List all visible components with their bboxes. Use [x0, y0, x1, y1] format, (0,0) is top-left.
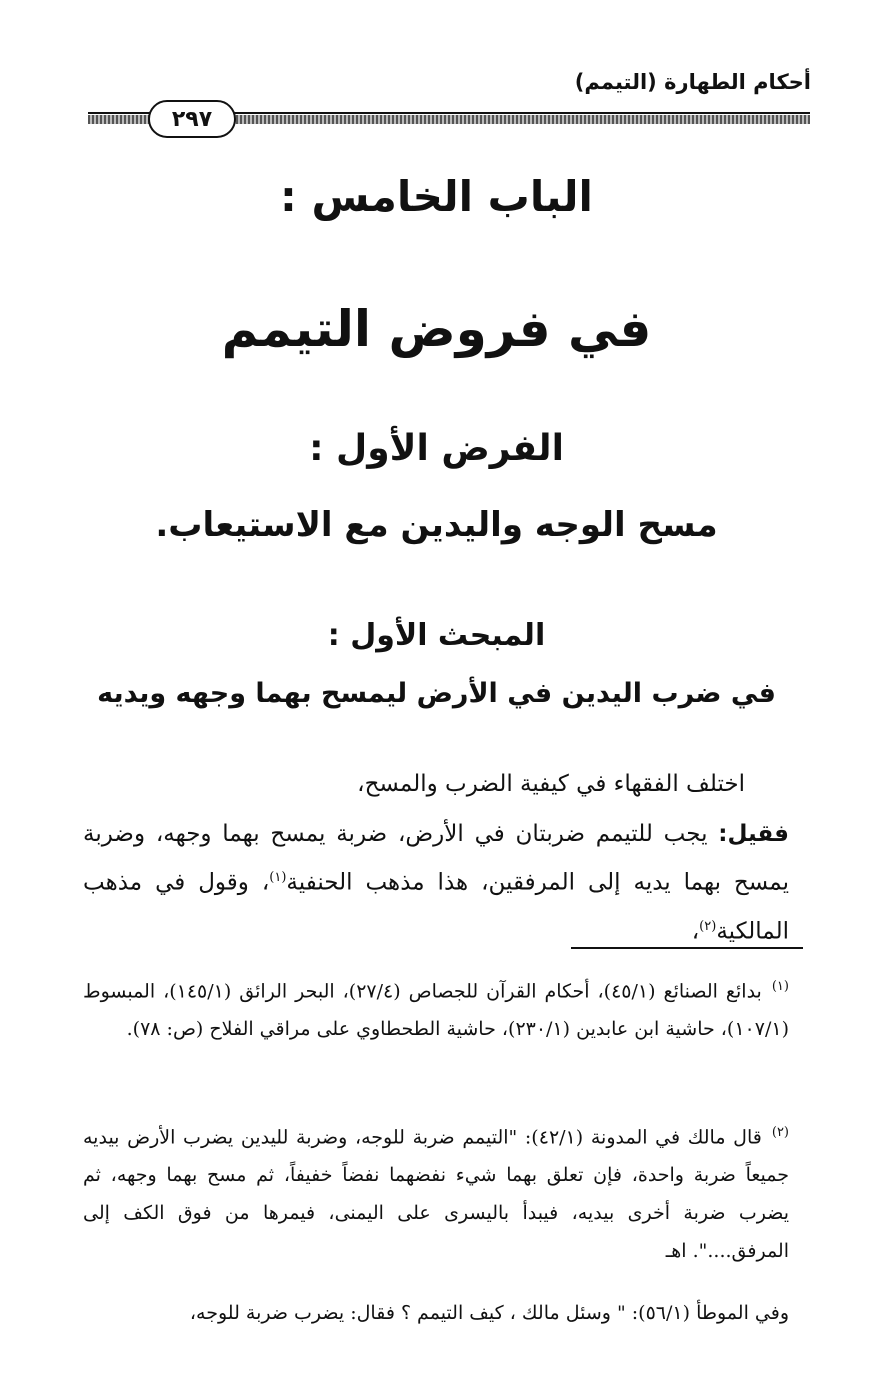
section-title: مسح الوجه واليدين مع الاستيعاب.	[155, 505, 718, 545]
running-title: أحكام الطهارة (التيمم)	[574, 70, 811, 94]
footnote-separator	[571, 947, 803, 949]
subsection-heading: المبحث الأول :	[327, 618, 546, 653]
page-number: ٢٩٧	[148, 100, 236, 138]
footnote-2-continued: وفي الموطأ (٥٦/١): " وسئل مالك ، كيف التيمم ؟ فقال: يضرب ضربة للوجه،	[189, 1302, 789, 1324]
paragraph-text-c: ،	[691, 918, 700, 945]
footnote-2	[83, 1114, 789, 1270]
footnote-1-mark: (١)	[771, 979, 789, 994]
subsection-title: في ضرب اليدين في الأرض ليمسح بهما وجهه ويديه	[97, 678, 776, 709]
footnote-1-text: بدائع الصنائع (٤٥/١)، أحكام القرآن للجصاص (٢٧/٤)، البحر الرائق (١٤٥/١)، المبسوط (١٠٧/١)، حاشية ابن عابدين (٢٣٠/١)، حاشية الطحطاوي على مراقي الفلاح (ص: ٧٨).	[83, 980, 789, 1041]
paragraph-text-a: يجب للتيمم ضربتان في الأرض، ضربة يمسح بهما وجهه، وضربة يمسح بهما يديه إلى المرفقين، هذا مذهب الحنفية	[83, 821, 789, 896]
paragraph-lead-word: فقيل:	[718, 821, 789, 847]
paragraph-first-opinion	[83, 812, 789, 953]
paragraph-intro: اختلف الفقهاء في كيفية الضرب والمسح،	[357, 771, 745, 797]
footnote-2-text: قال مالك في المدونة (٤٢/١): "التيمم ضربة للوجه، وضربة لليدين يضرب الأرض بيديه جميعاً ضربة واحدة، فإن تعلق بهما شيء نفضهما نفضاً خفيفاً، ثم مسح بهما وجهه، ثم يضرب ضربة أخرى بيديه، فيبدأ باليسرى على اليمنى، فيمرها من فوق الكف إلى المرفق....". اهـ	[83, 1126, 789, 1263]
footnote-ref-2[interactable]: (٢)	[699, 918, 717, 934]
section-heading: الفرض الأول :	[309, 428, 564, 469]
footnote-1	[83, 968, 789, 1048]
footnote-2-mark: (٢)	[771, 1125, 789, 1140]
paragraph-text-b: ، وقول في مذهب المالكية	[83, 869, 789, 945]
chapter-title: في فروض التيمم	[221, 300, 652, 358]
footnote-ref-1[interactable]: (١)	[269, 870, 287, 885]
chapter-heading: الباب الخامس :	[280, 172, 593, 221]
